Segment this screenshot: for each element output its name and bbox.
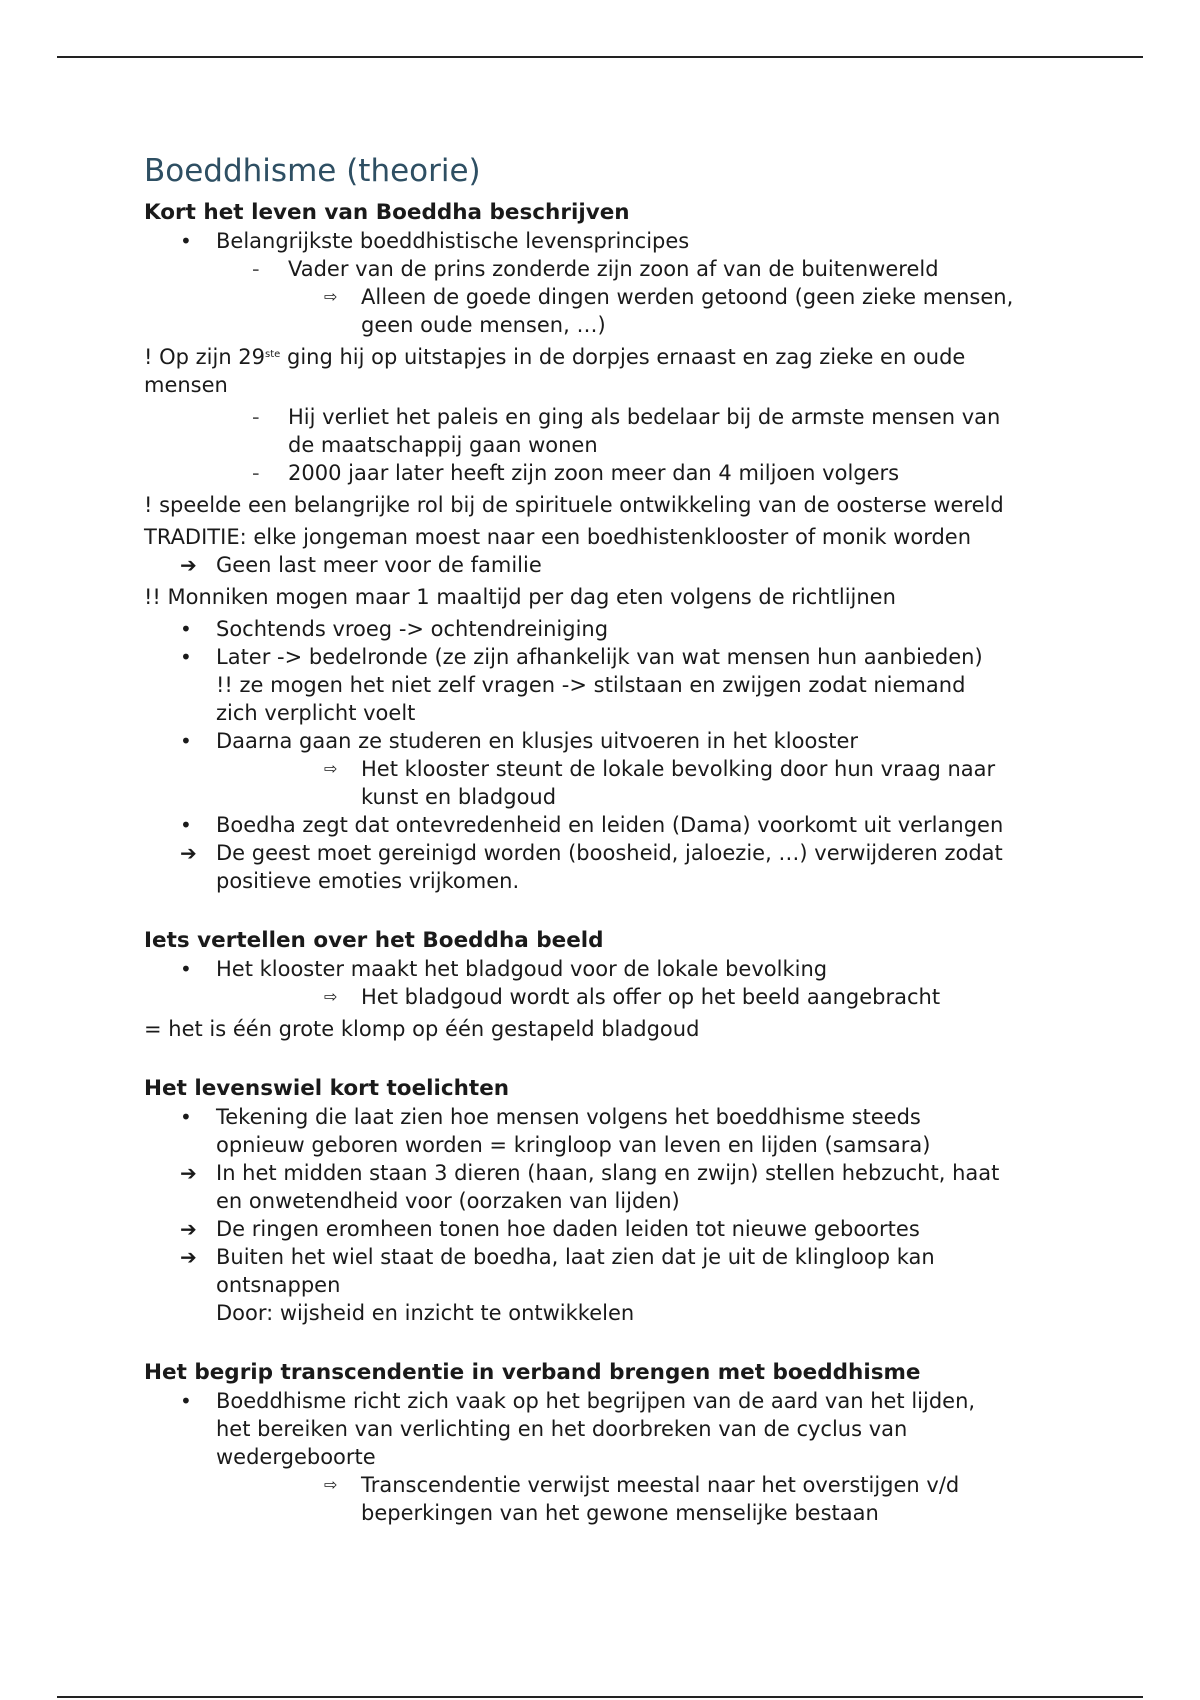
bullet-icon: • [180, 728, 192, 753]
bullet-icon: • [180, 228, 192, 253]
arrow-item: ➔ Geen last meer voor de familie [180, 552, 542, 577]
bullet-icon: • [180, 812, 192, 837]
note-line: ! Op zijn 29ste ging hij op uitstapjes in de dorpjes ernaast en zag zieke en oude mensen [144, 344, 966, 397]
outline-arrow-icon: ⇨ [324, 758, 338, 778]
bold-arrow-icon: ➔ [180, 1244, 197, 1269]
note-line: TRADITIE: elke jongeman moest naar een boedhistenklooster of monik worden [144, 524, 972, 549]
bullet-item: • Tekening die laat zien hoe mensen volgens het boeddhisme steeds opnieuw geboren worden = kringloop van leven en lijden (samsara) [180, 1104, 931, 1157]
note-line: ! speelde een belangrijke rol bij de spirituele ontwikkeling van de oosterse wereld [144, 492, 1004, 517]
arrow-item: ⇨ Alleen de goede dingen werden getoond (geen zieke mensen, geen oude mensen, …) [324, 284, 1014, 337]
document-body [144, 152, 1064, 1527]
bold-arrow-icon: ➔ [180, 1160, 197, 1185]
bullet-icon: • [180, 1388, 192, 1413]
section-heading-leven-boeddha: Kort het leven van Boeddha beschrijven [144, 199, 630, 225]
outline-arrow-icon: ⇨ [324, 1474, 338, 1494]
outline-arrow-icon: ⇨ [324, 286, 338, 306]
arrow-item: ⇨ Transcendentie verwijst meestal naar het overstijgen v/d beperkingen van het gewone menselijke bestaan [324, 1472, 960, 1525]
bullet-item: • Sochtends vroeg -> ochtendreiniging [180, 616, 609, 641]
arrow-item: ➔ Buiten het wiel staat de boedha, laat zien dat je uit de klingloop kan ontsnappen Door: wijsheid en inzicht te ontwikkelen [180, 1244, 935, 1325]
note-line: = het is één grote klomp op één gestapeld bladgoud [144, 1016, 700, 1041]
bullet-item: • Boeddhisme richt zich vaak op het begrijpen van de aard van het lijden, het bereiken van verlichting en het doorbreken van de cyclus van wedergeboorte [180, 1388, 976, 1469]
bullet-item: • Het klooster maakt het bladgoud voor de lokale bevolking [180, 956, 828, 981]
bullet-item: • Later -> bedelronde (ze zijn afhankelijk van wat mensen hun aanbieden) !! ze mogen het niet zelf vragen -> stilstaan en zwijgen zodat niemand zich verplicht voelt [180, 644, 983, 725]
bullet-icon: • [180, 956, 192, 981]
arrow-item: ⇨ Het klooster steunt de lokale bevolking door hun vraag naar kunst en bladgoud [324, 756, 996, 809]
bold-arrow-icon: ➔ [180, 1216, 197, 1241]
arrow-item: ⇨ Het bladgoud wordt als offer op het beeld aangebracht [324, 984, 941, 1009]
arrow-item: ➔ In het midden staan 3 dieren (haan, slang en zwijn) stellen hebzucht, haat en onwetendheid voor (oorzaken van lijden) [180, 1160, 1000, 1213]
bullet-item: • Belangrijkste boeddhistische levensprincipes [180, 228, 690, 253]
header-rule [57, 56, 1143, 58]
bullet-item: • Boedha zegt dat ontevredenheid en leiden (Dama) voorkomt uit verlangen [180, 812, 1004, 837]
bullet-icon: • [180, 644, 192, 669]
dash-item: - Vader van de prins zonderde zijn zoon af van de buitenwereld [252, 256, 939, 281]
dash-icon: - [252, 256, 260, 281]
bold-arrow-icon: ➔ [180, 840, 197, 865]
dash-item: - 2000 jaar later heeft zijn zoon meer dan 4 miljoen volgers [252, 460, 900, 485]
dash-icon: - [252, 404, 260, 429]
outline-arrow-icon: ⇨ [324, 986, 338, 1006]
bullet-item: • Daarna gaan ze studeren en klusjes uitvoeren in het klooster [180, 728, 859, 753]
footer-rule [57, 1696, 1143, 1698]
note-line: !! Monniken mogen maar 1 maaltijd per dag eten volgens de richtlijnen [144, 584, 896, 609]
arrow-item: ➔ De ringen eromheen tonen hoe daden leiden tot nieuwe geboortes [180, 1216, 920, 1241]
section-heading-levenswiel: Het levenswiel kort toelichten [144, 1075, 510, 1101]
page-title: Boeddhisme (theorie) [144, 153, 481, 189]
bold-arrow-icon: ➔ [180, 552, 197, 577]
section-heading-transcendentie: Het begrip transcendentie in verband brengen met boeddhisme [144, 1359, 921, 1385]
arrow-item: ➔ De geest moet gereinigd worden (boosheid, jaloezie, …) verwijderen zodat positieve emoties vrijkomen. [180, 840, 1003, 893]
bullet-icon: • [180, 616, 192, 641]
section-heading-boeddha-beeld: Iets vertellen over het Boeddha beeld [144, 927, 604, 953]
bullet-icon: • [180, 1104, 192, 1129]
dash-item: - Hij verliet het paleis en ging als bedelaar bij de armste mensen van de maatschappij gaan wonen [252, 404, 1001, 457]
dash-icon: - [252, 460, 260, 485]
